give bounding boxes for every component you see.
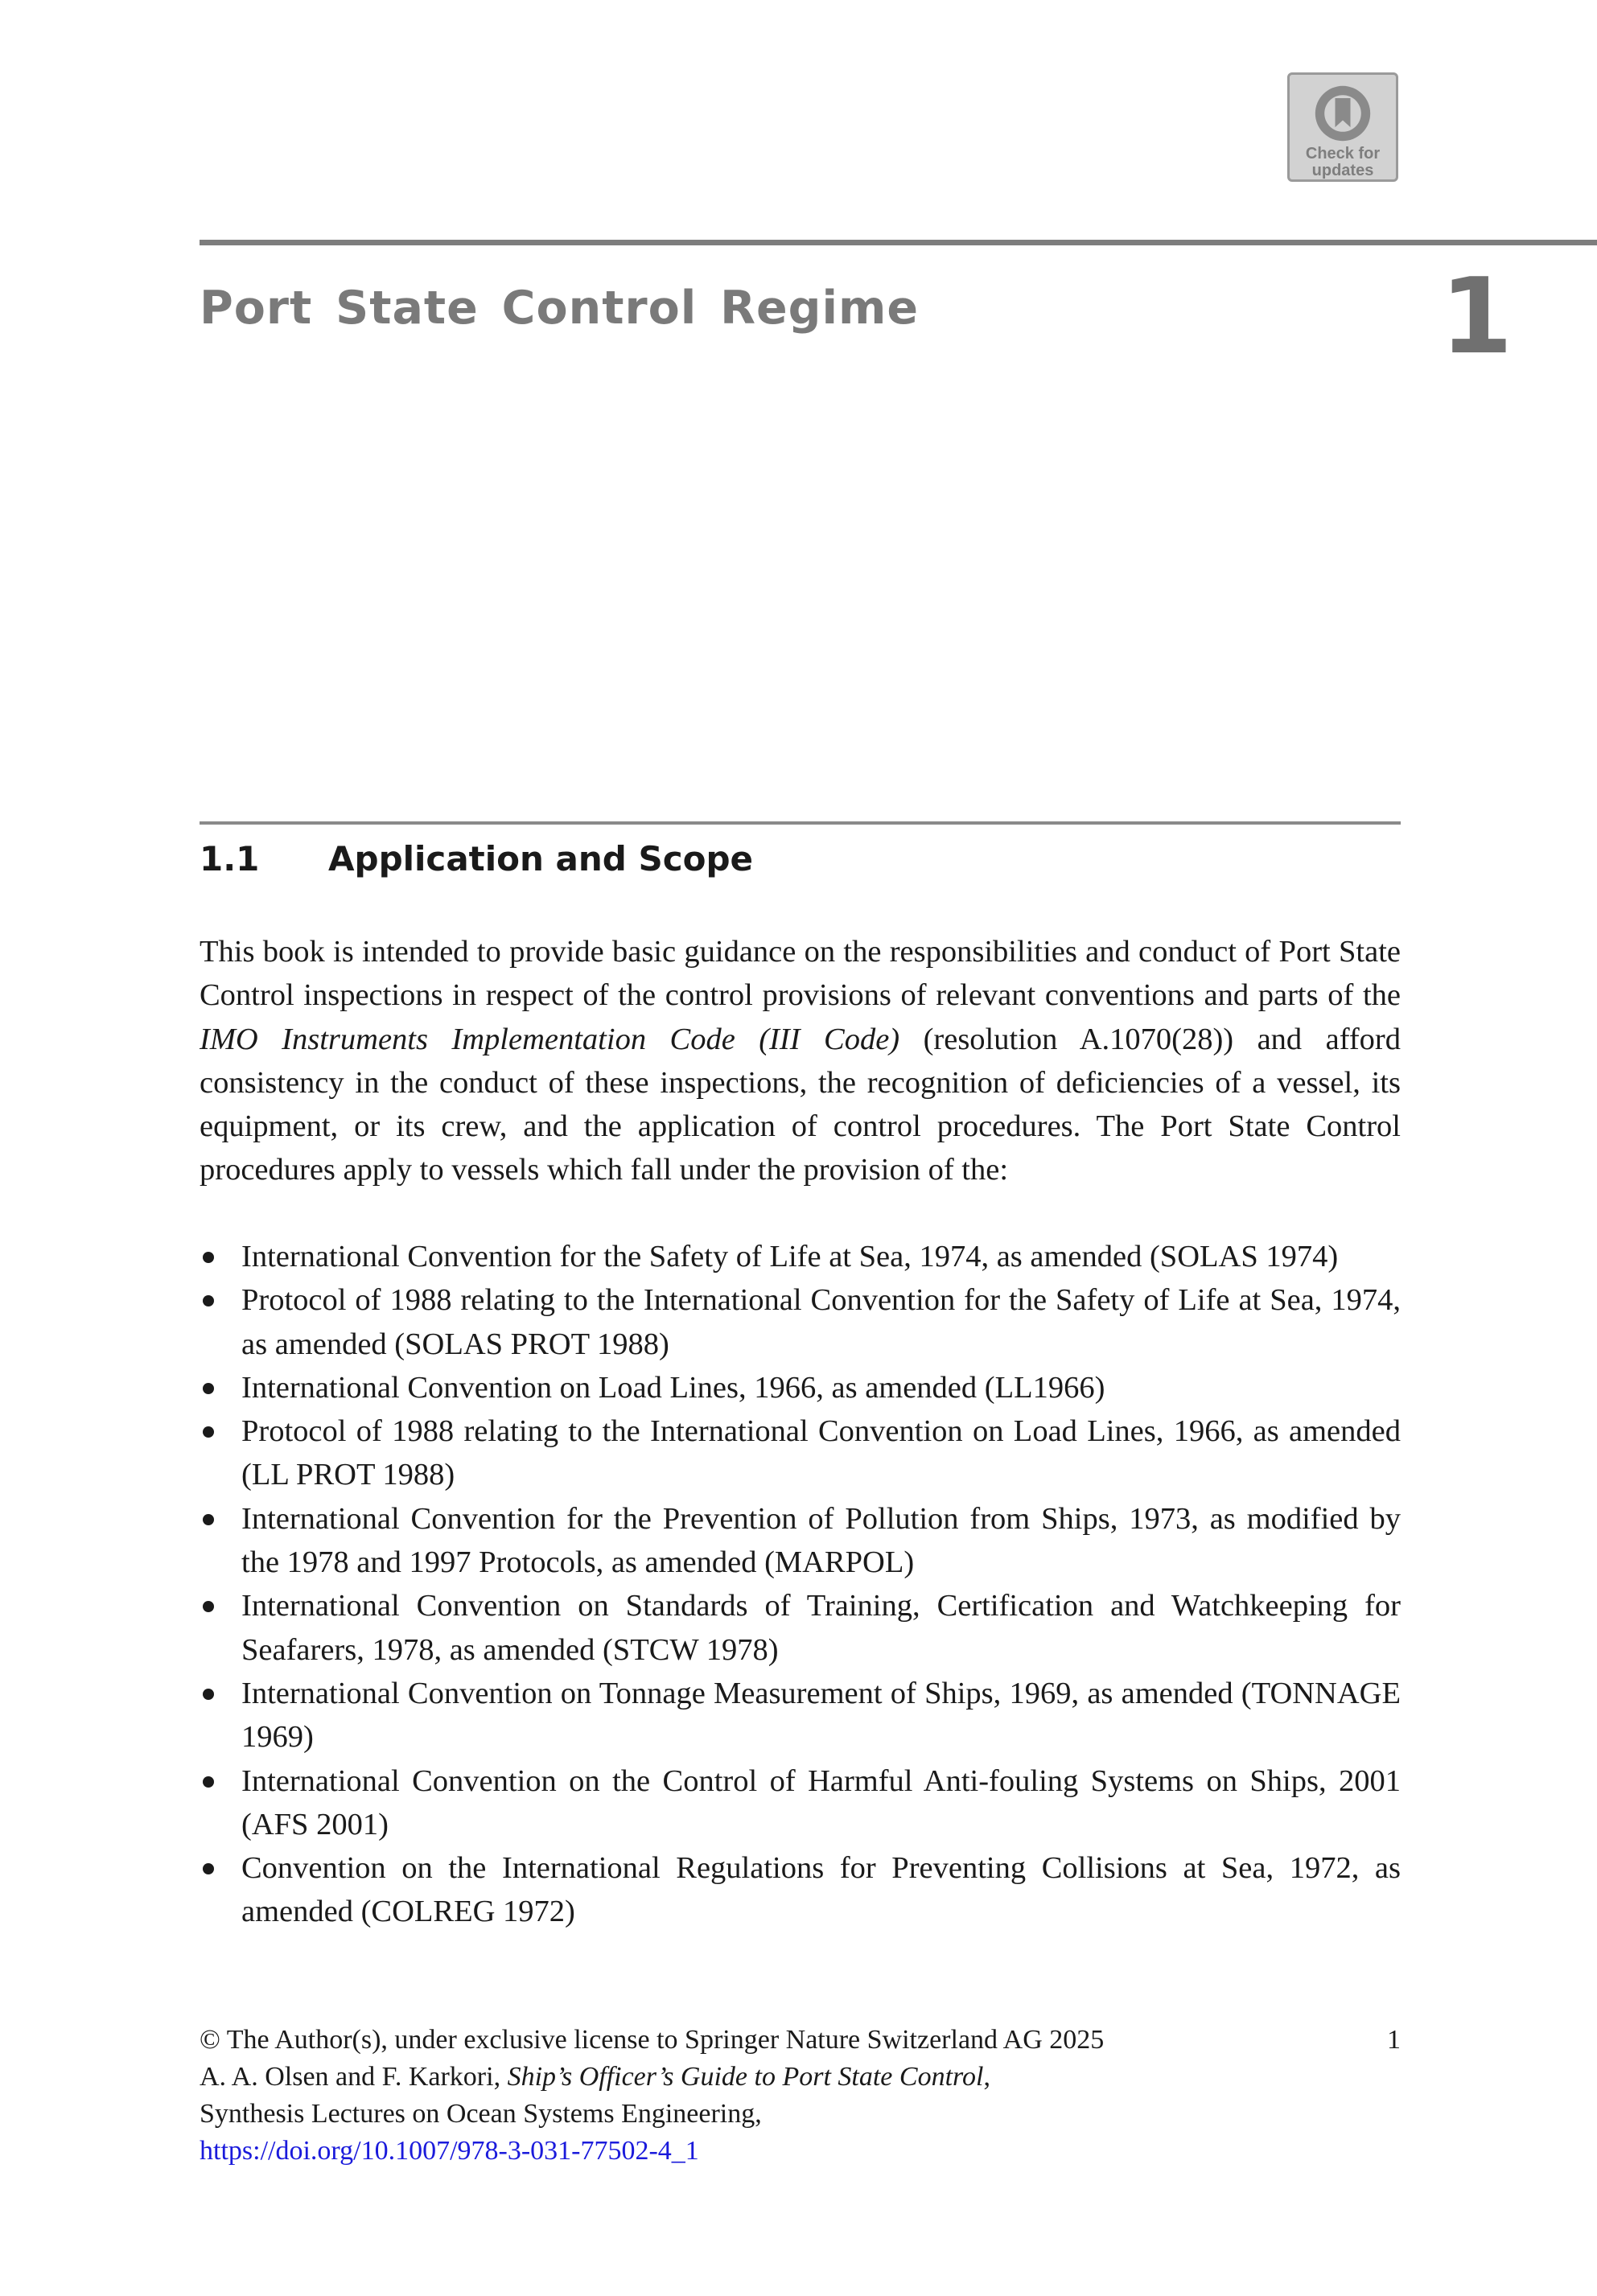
intro-text-2: (resolution A.1070(28)) and afford consistency in the conduct of these inspections, the recognition of deficiencies of a vessel, its equipment, or its crew, and the application of control procedures. The Port State Control procedures apply to vessels which fall under the provision of the: [200, 1022, 1401, 1187]
footer [200, 2022, 1401, 2170]
citation-comma: , [983, 2062, 990, 2092]
book-title: Ship’s Officer’s Guide to Port State Control [507, 2062, 984, 2092]
page-number: 1 [1387, 2025, 1401, 2055]
convention-list [200, 1235, 1401, 1934]
list-item: Protocol of 1988 relating to the International Convention on Load Lines, 1966, as amended (LL PROT 1988) [200, 1409, 1401, 1497]
doi-link[interactable]: https://doi.org/10.1007/978-3-031-77502-4_1 [200, 2136, 699, 2166]
chapter-number: 1 [1440, 255, 1513, 377]
section-title: Application and Scope [328, 839, 753, 878]
list-item: International Convention on Standards of Training, Certification and Watchkeeping for Seafarers, 1978, as amended (STCW 1978) [200, 1584, 1401, 1672]
list-item: Protocol of 1988 relating to the International Convention for the Safety of Life at Sea, 1974, as amended (SOLAS PROT 1988) [200, 1278, 1401, 1366]
chapter-rule [200, 240, 1597, 245]
list-item: International Convention for the Prevention of Pollution from Ships, 1973, as modified by the 1978 and 1997 Protocols, as amended (MARPOL) [200, 1497, 1401, 1585]
list-item: Convention on the International Regulations for Preventing Collisions at Sea, 1972, as amended (COLREG 1972) [200, 1846, 1401, 1934]
section-heading [200, 837, 753, 881]
badge-label [1306, 146, 1380, 179]
chapter-title: Port State Control Regime [200, 282, 920, 335]
section-rule [200, 821, 1401, 825]
list-item: International Convention on Tonnage Measurement of Ships, 1969, as amended (TONNAGE 1969) [200, 1672, 1401, 1759]
citation-line [200, 2059, 1401, 2096]
series-line: Synthesis Lectures on Ocean Systems Engineering, [200, 2099, 762, 2129]
bookmark-circle-icon [1311, 83, 1375, 144]
intro-text-1: This book is intended to provide basic guidance on the responsibilities and conduct of Port State Control inspections in respect of the control provisions of relevant conventions and parts of the [200, 935, 1401, 1013]
iii-code-title: IMO Instruments Implementation Code (III Code) [200, 1022, 900, 1056]
copyright-line: © The Author(s), under exclusive license to Springer Nature Switzerland AG 2025 [200, 2025, 1105, 2055]
list-item: International Convention for the Safety of Life at Sea, 1974, as amended (SOLAS 1974) [200, 1235, 1401, 1278]
section-number: 1.1 [200, 839, 260, 878]
authors: A. A. Olsen and F. Karkori, [200, 2062, 508, 2092]
check-for-updates-badge[interactable] [1287, 72, 1398, 182]
list-item: International Convention on Load Lines, 1966, as amended (LL1966) [200, 1366, 1401, 1409]
badge-line-1: Check for [1305, 145, 1381, 163]
intro-paragraph [200, 930, 1401, 1192]
badge-line-2: updates [1311, 162, 1374, 179]
list-item: International Convention on the Control of Harmful Anti-fouling Systems on Ships, 2001 (AFS 2001) [200, 1759, 1401, 1847]
